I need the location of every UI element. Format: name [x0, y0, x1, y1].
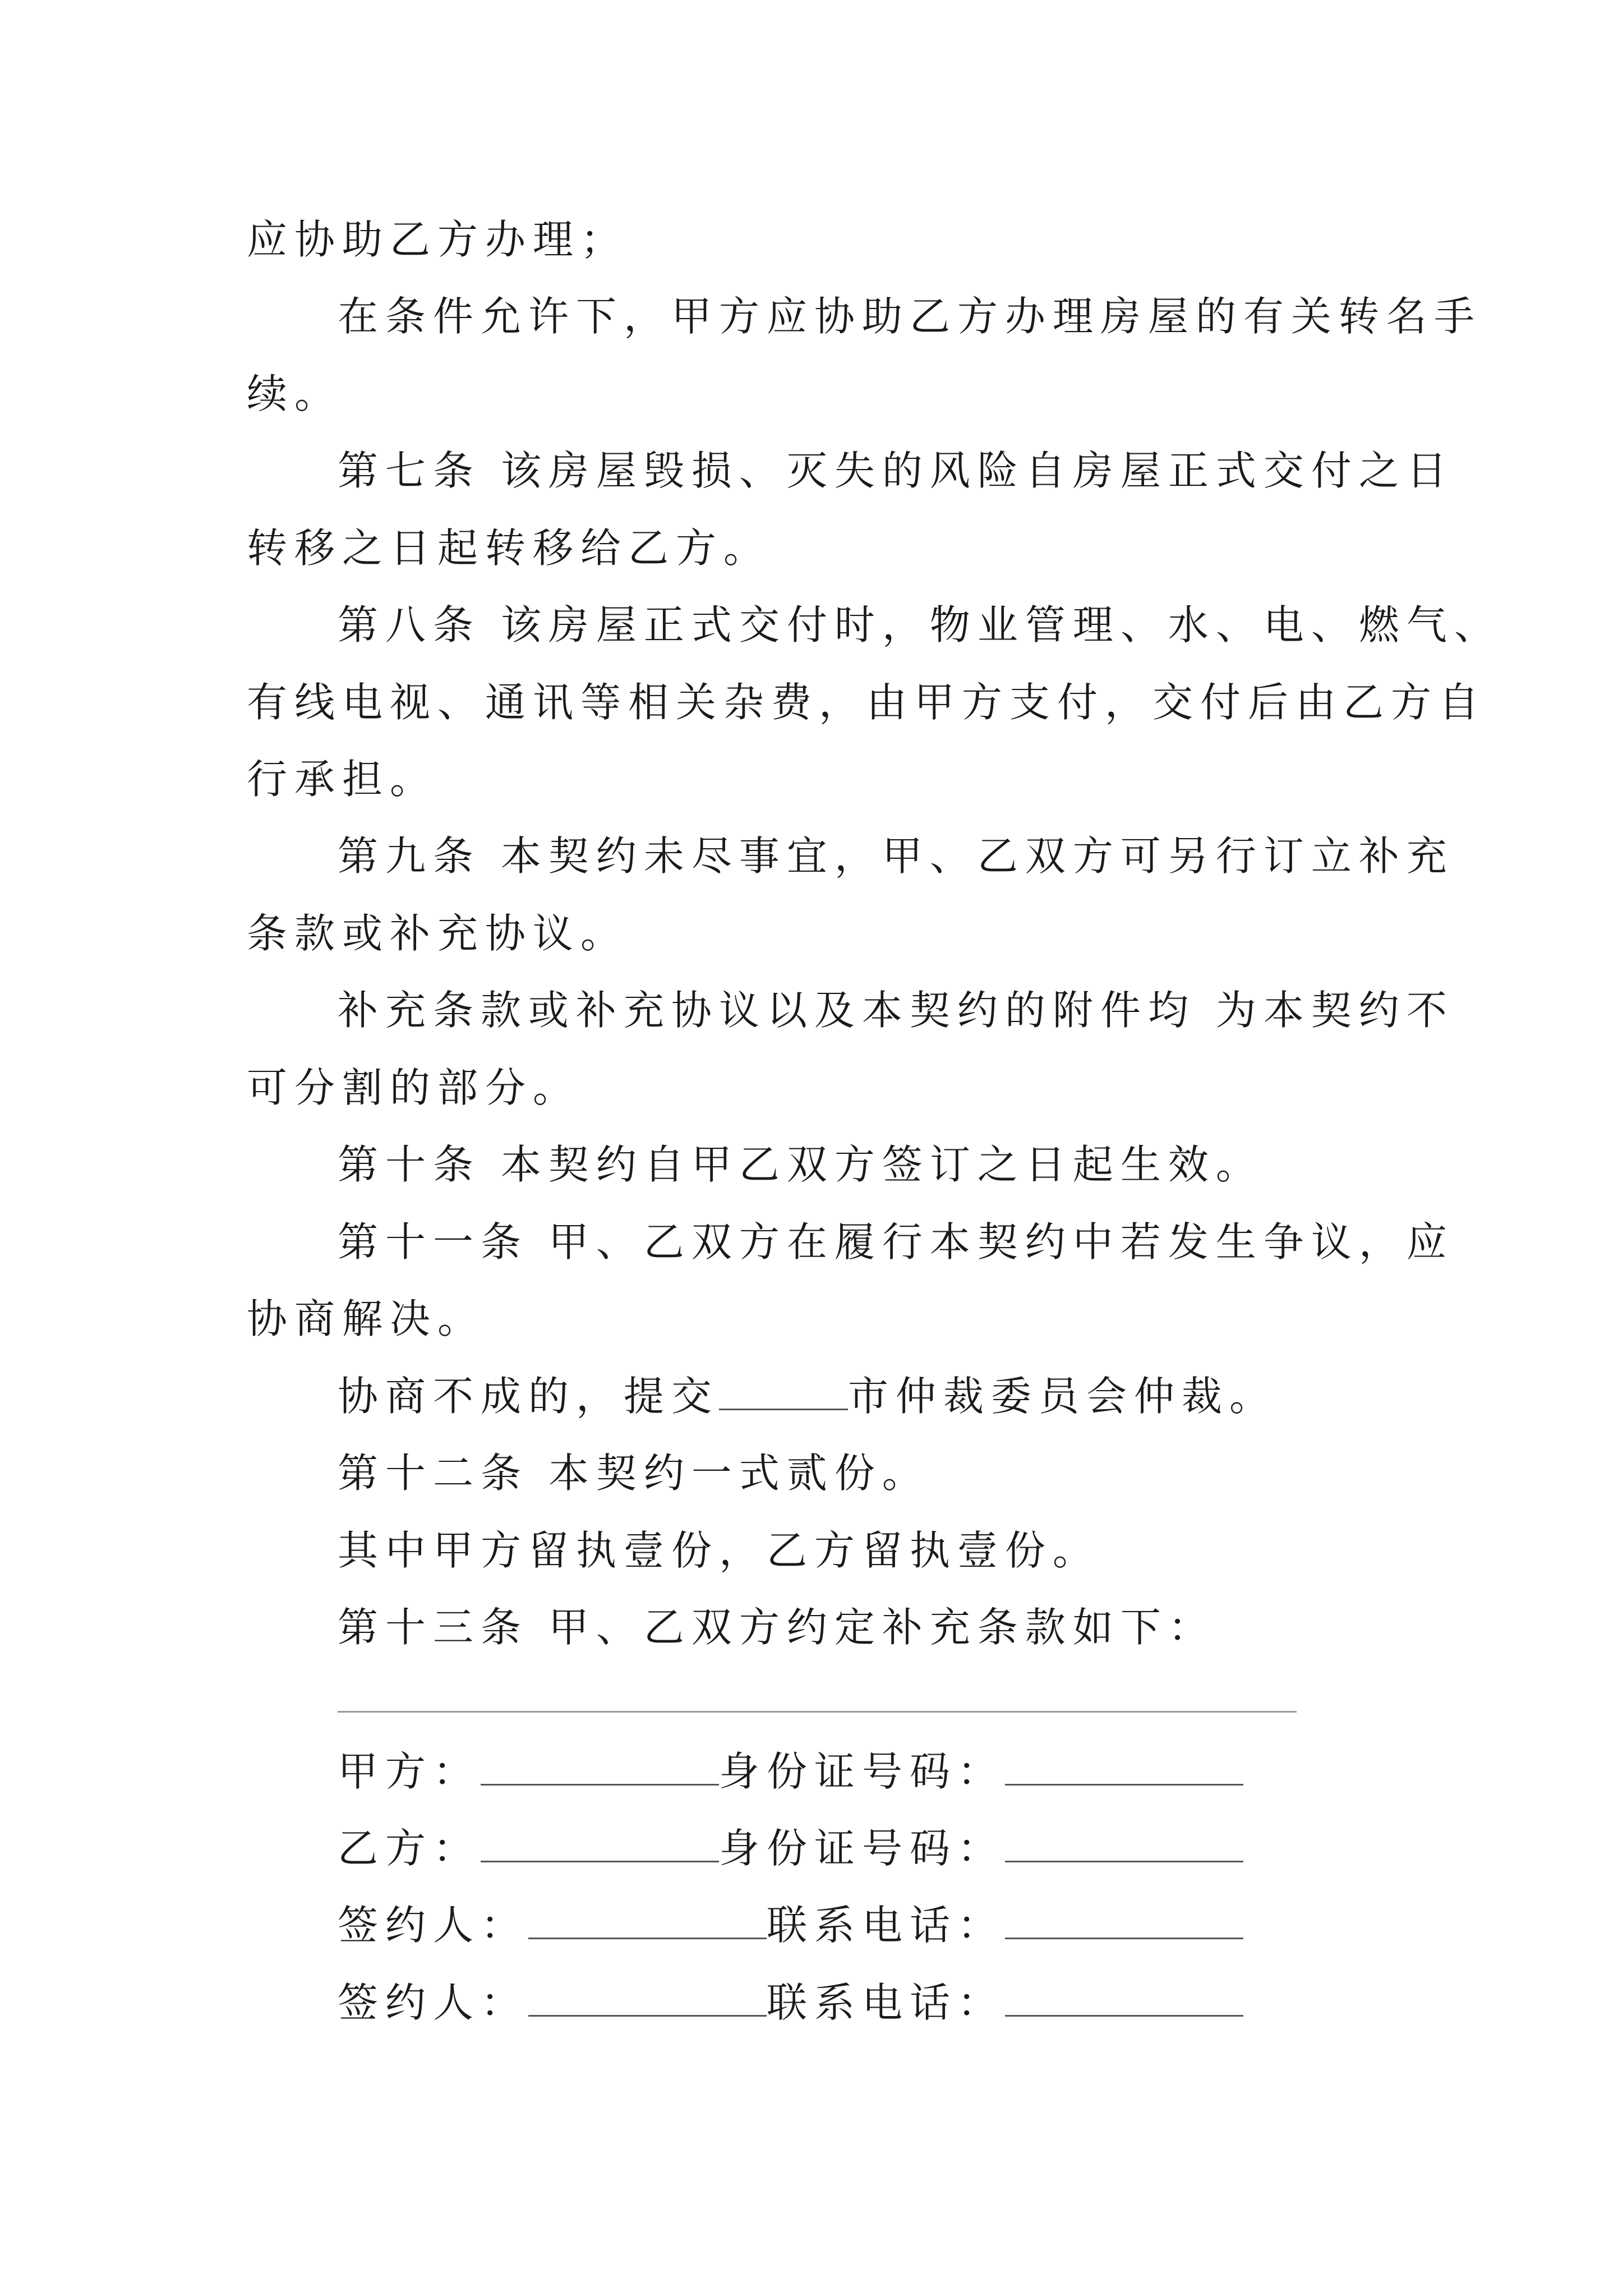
article-13-line: 第十三条 甲、乙双方约定补充条款如下： — [338, 1604, 1216, 1651]
party-b-name-field[interactable] — [481, 1824, 719, 1862]
paragraph-line: 可分割的部分。 — [247, 1064, 581, 1111]
party-a-id-field[interactable] — [1005, 1747, 1243, 1786]
article-8-line: 第八条 该房屋正式交付时，物业管理、水、电、燃气、 — [338, 601, 1502, 648]
signature-row-signer-1 — [338, 1898, 1243, 1952]
party-b-id-field[interactable] — [1005, 1824, 1243, 1862]
supplementary-terms-blank-line[interactable] — [338, 1711, 1297, 1713]
signature-label: 甲方： — [338, 1748, 481, 1795]
paragraph-line: 续。 — [247, 370, 343, 417]
signature-row-signer-2 — [338, 1976, 1243, 2030]
signature-label: 身份证号码： — [719, 1748, 1006, 1795]
article-9-line: 第九条 本契约未尽事宜，甲、乙双方可另行订立补充 — [338, 832, 1454, 880]
signature-label: 身份证号码： — [719, 1825, 1006, 1872]
signature-row-party-a — [338, 1745, 1243, 1798]
signer-1-phone-field[interactable] — [1005, 1901, 1243, 1939]
city-blank-field[interactable] — [719, 1375, 848, 1410]
arbitration-text-before: 协商不成的，提交 — [338, 1373, 720, 1420]
paragraph-line: 行承担。 — [247, 756, 438, 803]
signature-label: 签约人： — [338, 1979, 529, 2026]
signature-label: 联系电话： — [767, 1902, 1006, 1949]
signer-2-phone-field[interactable] — [1005, 1978, 1243, 2017]
paragraph-line: 补充条款或补充协议以及本契约的附件均 为本契约不 — [338, 987, 1454, 1034]
paragraph-line: 其中甲方留执壹份，乙方留执壹份。 — [338, 1527, 1101, 1574]
paragraph-line: 转移之日起转移给乙方。 — [247, 524, 772, 572]
article-10-line: 第十条 本契约自甲乙双方签订之日起生效。 — [338, 1141, 1264, 1188]
article-7-line: 第七条 该房屋毁损、灭失的风险自房屋正式交付之日 — [338, 447, 1454, 494]
signature-label: 联系电话： — [767, 1979, 1006, 2026]
paragraph-line: 有线电视、通讯等相关杂费，由甲方支付，交付后由乙方自 — [247, 679, 1487, 726]
article-11-line: 第十一条 甲、乙双方在履行本契约中若发生争议，应 — [338, 1218, 1454, 1266]
article-12-line: 第十二条 本契约一式贰份。 — [338, 1450, 930, 1497]
party-a-name-field[interactable] — [481, 1747, 719, 1786]
signer-1-name-field[interactable] — [528, 1901, 767, 1939]
signature-label: 乙方： — [338, 1825, 481, 1872]
signature-label: 签约人： — [338, 1902, 529, 1949]
signer-2-name-field[interactable] — [528, 1978, 767, 2017]
paragraph-line: 协商解决。 — [247, 1295, 486, 1342]
arbitration-line — [338, 1369, 1277, 1423]
paragraph-line: 应协助乙方办理； — [247, 216, 629, 263]
paragraph-line: 条款或补充协议。 — [247, 910, 629, 957]
signature-row-party-b — [338, 1821, 1243, 1875]
arbitration-text-after: 市仲裁委员会仲裁。 — [848, 1373, 1278, 1420]
paragraph-line: 在条件允许下，甲方应协助乙方办理房屋的有关转名手 — [338, 293, 1482, 340]
